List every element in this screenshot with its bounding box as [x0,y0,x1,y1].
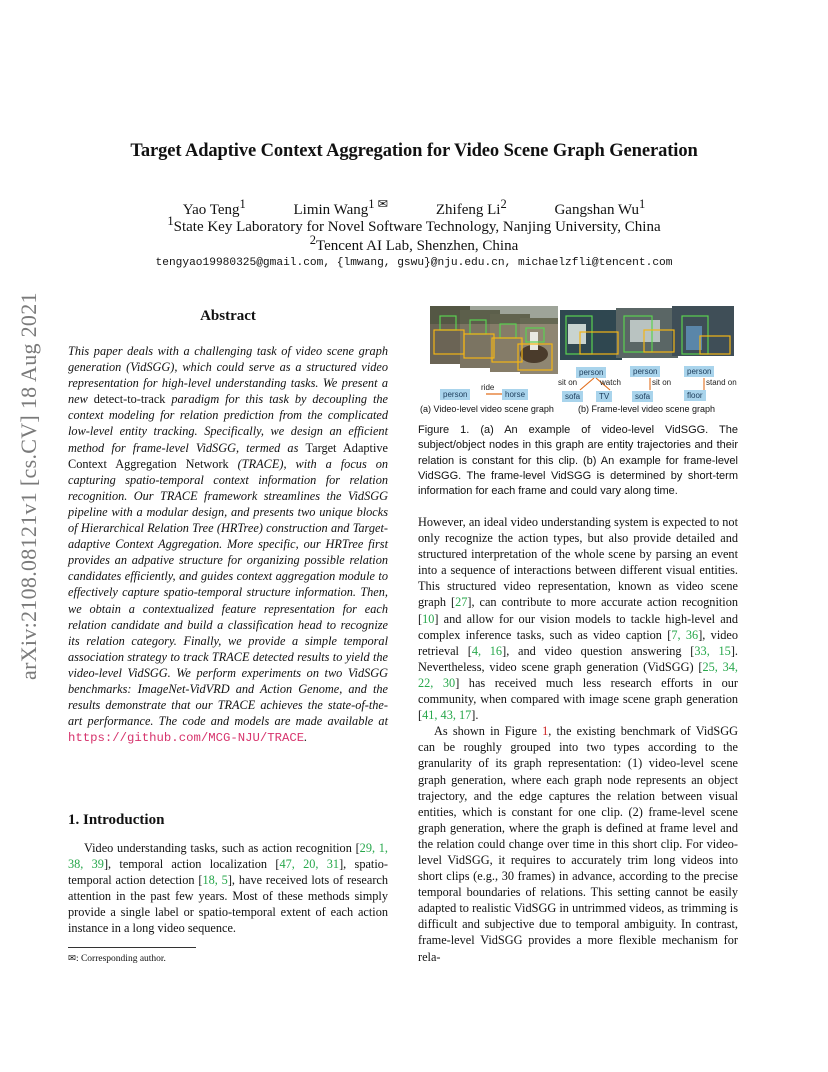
code-link[interactable]: https://github.com/MCG-NJU/TRACE [68,731,305,746]
author: Gangshan Wu$^1$ [554,197,646,218]
figure-ref-link[interactable]: 1 [542,724,549,739]
citation-link[interactable]: 41, 43, 17 [422,708,472,723]
paper-title: Target Adaptive Context Aggregation for Video Scene Graph Generation [130,141,698,161]
body-text-right [418,514,738,965]
graph-node-subject: person [440,389,470,400]
citation-link[interactable]: 27 [455,595,468,610]
subfigure-caption-a: (a) Video-level video scene graph [420,404,554,414]
abstract-heading: Abstract [200,308,256,324]
footnote: ✉: Corresponding author. [68,954,166,964]
footnote-rule [68,947,196,948]
arxiv-stamp: arXiv:2108.08121v1 [cs.CV] 18 Aug 2021 [16,292,41,680]
citation-link[interactable]: 47, 20, 31 [279,857,340,872]
graph-edge-label: watch [600,378,621,387]
paragraph: As shown in Figure 1, the existing benchmark of VidSGG can be roughly grouped into two types according to the granularity of its graph representation: (1) video-level scene graph generation, where each graph node represents an object trajectory, and the edge captures the relation between visual entities, which is constant for one clip. (2) frame-level scene graph generation, where the graph is defined at frame level and the relation could change over time in this short clip. For video-level VidSGG, it requires to accurately trim long videos into short clips (e.g., 30 frames) in advance, according to the precise temporal boundaries of relations. This setting cannot be easily adapted to realistic VidSGG in untrimmed videos, as trimming is difficult and subjective due to temporal ambiguity. In contrast, frame-level VidSGG provides a more flexible mechanism for rela- [418,724,738,964]
graph-edge-label: stand on [706,378,737,387]
citation-link[interactable]: 4, 16 [471,643,503,658]
graph-node-object: sofa [632,391,653,402]
graph-node-object: horse [502,389,528,400]
graph-node-subject: person [576,367,606,378]
section-heading: 1. Introduction [68,812,165,828]
author: Yao Teng$^1$ [182,197,246,218]
graph-node-subject: person [684,366,714,377]
author-emails: tengyao19980325@gmail.com, {lmwang, gswu}@nju.edu.cn, michaelzfli@tencent.com [155,257,673,269]
graph-node-subject: person [630,366,660,377]
citation-link[interactable]: 29, 1, 38, 39 [68,841,388,872]
citation-link[interactable]: 18, 5 [202,873,228,888]
author: Limin Wang$^{1 ✉}$ [293,197,389,218]
citation-link[interactable]: 10 [422,611,435,626]
room-frames-image [560,306,736,364]
figure-1 [418,300,740,420]
author: Zhifeng Li$^2$ [435,197,507,218]
graph-node-object: TV [596,391,612,402]
graph-edge-label: sit on [652,378,672,387]
affiliation: $^2$Tencent AI Lab, Shenzhen, China [309,233,519,254]
subfigure-caption-b: (b) Frame-level video scene graph [578,404,716,414]
citation-link[interactable]: 7, 36 [671,627,699,642]
graph-node-object: sofa [562,391,583,402]
graph-edge-label: ride [481,383,495,392]
intro-paragraph: Video understanding tasks, such as action recognition [29, 1, 38, 39], temporal action localization [47, 20, 31], spatio-temporal action detection [18, 5], have received lots of research attention in the past few years. Most of these methods simply provide a single label or spatio-temporal extent of each action instance in a long video sequence. [68,841,389,936]
citation-link[interactable]: 25, 34, 22, 30 [418,659,738,690]
graph-edge-label: sit on [558,378,578,387]
paragraph: However, an ideal video understanding system is expected to not only recognize the action types, but also provide detailed and structured interpretation of the whole scene by parsing an event into a sequence of interactions between different visual entities. This structured video representation, known as video scene graph [27], can contribute to more accurate action recognition [10] and allow for our vision models to tackle high-level and complex inference tasks, such as video caption [7, 36], video retrieval [4, 16], and video question answering [33, 15]. Nevertheless, video scene graph generation (VidSGG) [25, 34, 22, 30] has received much less research efforts in our community, when compared with image scene graph generation [41, 43, 17]. [418,515,739,723]
affiliation: $^1$State Key Laboratory for Novel Software Technology, Nanjing University, China [167,214,661,235]
graph-node-object: floor [684,390,706,401]
horse-frames-image [430,306,560,376]
figure-caption: Figure 1. (a) An example of video-level VidSGG. The subject/object nodes in this graph are entity trajectories and their relation is constant for this clip. (b) An example for frame-level VidSGG. The frame-level VidSGG is determined by short-term information for each frame and could vary along time. [418,424,738,498]
abstract-text: This paper deals with a challenging task of video scene graph generation (VidSGG), which could serve as a structured video representation for high-level understanding tasks. We present a new detect-to-track paradigm for this task by decoupling the context modeling for relation prediction from the complicated low-level entity tracking. Specifically, we design an efficient method for frame-level VidSGG, termed as Target Adaptive Context Aggregation Network (TRACE), with a focus on capturing spatio-temporal context information for relation recognition. Our TRACE framework streamlines the VidSGG pipeline with a modular design, and presents two unique blocks of Hierarchical Relation Tree (HRTree) construction and Target-adaptive Context Aggregation. More specific, our HRTree first provides an adpative structure for organizing possible relation candidates efficiently, and guides context aggregation module to effectively capture spatio-temporal structure information. Then, we obtain a contextualized feature representation for each relation candidate and build a classification head to recognize its relation category. Finally, we provide a simple temporal association strategy to track TRACE detected results to yield the video-level VidSGG. We perform experiments on two VidSGG benchmarks: ImageNet-VidVRD and Action Genome, and the results demonstrate that our TRACE achieves the state-of-the-art performance. The code and models are made available at https://github.com/MCG-NJU/TRACE. [68,344,388,746]
citation-link[interactable]: 33, 15 [694,643,731,658]
